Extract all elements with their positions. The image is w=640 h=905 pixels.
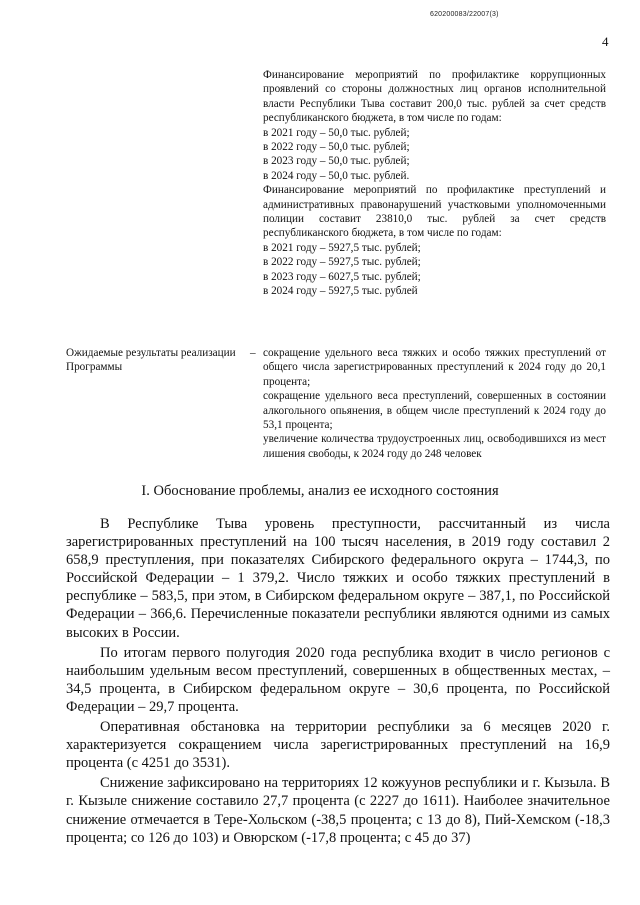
paragraph-operational-situation: Оперативная обстановка на территории республики за 6 месяцев 2020 г. характеризуется сокращением числа зарегистрированных преступлений на 16,9 процента (с 4251 до 3531).	[66, 719, 610, 772]
paragraph-decrease-territories: Снижение зафиксировано на территориях 12 кожуунов республики и г. Кызыла. В г. Кызыле снижение составило 27,7 процента (с 2227 до 1611). Наиболее значительное снижение отмечается в Тере-Хольском (-38,5 процента; с 13 до 8), Пий-Хемском (-18,3 процента; со 126 до 103) и Овюрском (-17,8 процента; с 45 до 37)	[66, 775, 610, 846]
crime-year-2021: в 2021 году – 5927,5 тыс. рублей;	[263, 241, 421, 254]
page-number: 4	[602, 34, 609, 49]
crime-year-2022: в 2022 году – 5927,5 тыс. рублей;	[263, 256, 421, 269]
corruption-financing-paragraph: Финансирование мероприятий по профилактике коррупционных проявлений со стороны должностных лиц органов исполнительной власти Республики Тыва составит 200,0 тыс. рублей за счет средств республиканского бюджета, в том числе по годам:	[263, 69, 606, 125]
corruption-year-2023: в 2023 году – 50,0 тыс. рублей;	[263, 155, 410, 168]
body-text	[66, 515, 610, 849]
financing-section	[263, 68, 606, 299]
corruption-year-2024: в 2024 году – 50,0 тыс. рублей.	[263, 169, 410, 182]
corruption-year-2022: в 2022 году – 50,0 тыс. рублей;	[263, 141, 410, 154]
result-item-alcohol-crimes: сокращение удельного веса преступлений, совершенных в состоянии алкогольного опьянения, в общем числе преступлений к 2024 году до 53,1 процента;	[263, 390, 606, 432]
paragraph-public-places: По итогам первого полугодия 2020 года республика входит в число регионов с наибольшим удельным весом преступлений, совершенных в общественных местах, – 34,5 процента, в Сибирском федеральном округе – 30,6 процента, по Российской Федерации – 29,7 процента.	[66, 644, 610, 715]
corruption-year-2021: в 2021 году – 50,0 тыс. рублей;	[263, 126, 410, 139]
crime-financing-paragraph: Финансирование мероприятий по профилактике преступлений и административных правонарушений участковыми уполномоченными полиции составит 23810,0 тыс. рублей за счет средств республиканского бюджета, в том числе по годам:	[263, 184, 606, 240]
crime-year-2023: в 2023 году – 6027,5 тыс. рублей;	[263, 270, 421, 283]
paragraph-crime-level: В Республике Тыва уровень преступности, рассчитанный из числа зарегистрированных преступлений на 100 тысяч населения, в 2019 году составил 2 658,9 преступления, при показателях Сибирского федерального округа – 1744,3, по Российской Федерации – 1 379,2. Число тяжких и особо тяжких преступлений в республике – 583,5, при этом, в Сибирском федеральном округе – 387,1, по Российской Федерации – 366,6. Перечисленные показатели республики являются одними из самых высоких в России.	[66, 516, 610, 641]
result-item-serious-crimes: сокращение удельного веса тяжких и особо тяжких преступлений от общего числа зарегистрированных преступлений к 2024 году до 20,1 процента;	[263, 347, 606, 388]
expected-results-list	[263, 346, 606, 461]
expected-results-label: Ожидаемые результаты реализации Программы	[66, 347, 236, 374]
results-dash: –	[250, 347, 256, 359]
section-title: I. Обоснование проблемы, анализ ее исходного состояния	[141, 483, 499, 499]
document-code: 620200083/22007(3)	[430, 11, 499, 18]
result-item-employment: увеличение количества трудоустроенных лиц, освободившихся из мест лишения свободы, к 2024 году до 248 человек	[263, 433, 606, 460]
crime-year-2024: в 2024 году – 5927,5 тыс. рублей	[263, 285, 418, 298]
